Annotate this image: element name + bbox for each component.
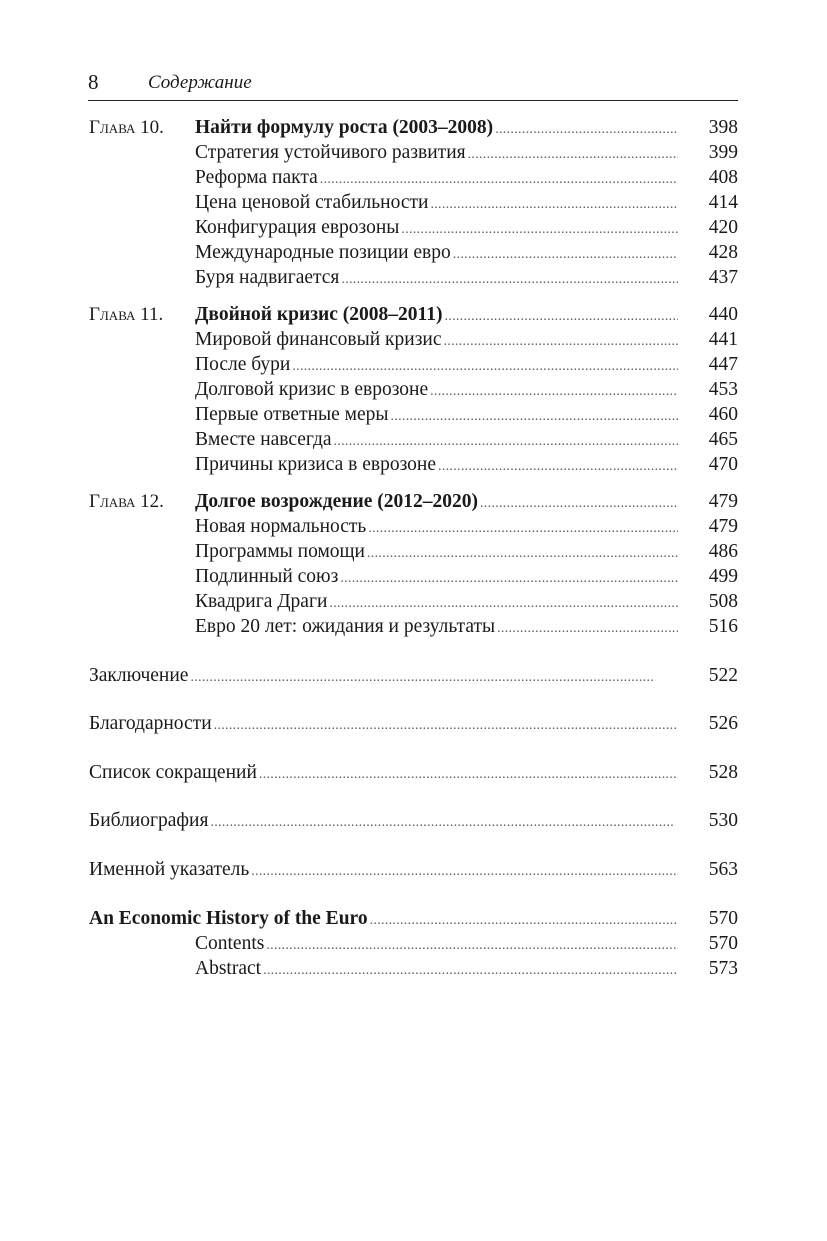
page-ref: 528 (708, 762, 738, 783)
leader-dots (341, 267, 678, 292)
leader-dots (444, 304, 678, 329)
page-ref: 570 (708, 933, 738, 954)
leader-dots (391, 404, 678, 429)
leader-dots (443, 329, 678, 354)
leader-dots (468, 142, 678, 167)
page-ref: 408 (708, 167, 738, 188)
section-title: Contents (195, 933, 265, 954)
page-ref: 428 (708, 242, 738, 263)
section-title: Abstract (195, 958, 262, 979)
page-ref: 530 (708, 810, 738, 831)
running-header (88, 68, 738, 101)
leader-dots (214, 713, 678, 738)
toc-section-row[interactable] (0, 564, 827, 589)
toc-section-row[interactable] (0, 402, 827, 427)
leader-dots (263, 958, 678, 983)
leader-dots (401, 217, 678, 242)
page-ref: 563 (708, 859, 738, 880)
leader-dots (370, 908, 678, 933)
page-ref: 573 (708, 958, 738, 979)
section-title: Буря надвигается (195, 267, 340, 288)
section-title: Подлинный союз (195, 566, 339, 587)
section-title: Мировой финансовый кризис (195, 329, 442, 350)
toc-section-row[interactable] (0, 215, 827, 240)
leader-dots (329, 591, 678, 616)
page-ref: 508 (708, 591, 738, 612)
page-ref: 486 (708, 541, 738, 562)
toc-chapter-row[interactable] (0, 489, 827, 514)
page-ref: 399 (708, 142, 738, 163)
backmatter-title: Заключение (89, 665, 189, 686)
page-number: 8 (88, 70, 99, 94)
leader-dots (430, 379, 678, 404)
toc-section-row[interactable] (0, 352, 827, 377)
toc-backmatter-row[interactable] (0, 760, 827, 785)
english-title: An Economic History of the Euro (89, 908, 368, 929)
toc-section-row[interactable] (0, 327, 827, 352)
leader-dots (292, 354, 678, 379)
page-ref: 522 (708, 665, 738, 686)
page-ref: 447 (708, 354, 738, 375)
toc-backmatter-row[interactable] (0, 857, 827, 882)
page-ref: 465 (708, 429, 738, 450)
section-title: Евро 20 лет: ожидания и результаты (195, 616, 496, 637)
section-title: Цена ценовой стабильности (195, 192, 429, 213)
section-title: Международные позиции евро (195, 242, 451, 263)
leader-dots (334, 429, 678, 454)
toc-section-row[interactable] (0, 452, 827, 477)
leader-dots (367, 541, 678, 566)
page-ref: 440 (708, 304, 738, 325)
leader-dots (251, 859, 678, 884)
leader-dots (259, 762, 678, 787)
toc-section-row[interactable] (0, 514, 827, 539)
page-ref: 460 (708, 404, 738, 425)
section-title: Квадрига Драги (195, 591, 328, 612)
page-ref: 420 (708, 217, 738, 238)
toc-backmatter-row[interactable] (0, 808, 827, 833)
toc-chapter-row[interactable] (0, 302, 827, 327)
page-ref: 570 (708, 908, 738, 929)
section-title: Реформа пакта (195, 167, 318, 188)
section-title: Новая нормальность (195, 516, 367, 537)
toc-section-row[interactable] (0, 614, 827, 639)
leader-dots (340, 566, 678, 591)
page-ref: 453 (708, 379, 738, 400)
toc-section-row[interactable] (0, 956, 827, 981)
backmatter-title: Список сокращений (89, 762, 257, 783)
section-title: Вместе навсегда (195, 429, 332, 450)
chapter-title: Долгое возрождение (2012–2020) (195, 491, 478, 512)
page-ref: 499 (708, 566, 738, 587)
toc-section-row[interactable] (0, 589, 827, 614)
backmatter-title: Библиография (89, 810, 209, 831)
section-title: После бури (195, 354, 291, 375)
toc-section-row[interactable] (0, 240, 827, 265)
section-title: Программы помощи (195, 541, 365, 562)
page-ref: 437 (708, 267, 738, 288)
leader-dots (495, 117, 678, 142)
leader-dots (266, 933, 678, 958)
running-title: Содержание (148, 72, 252, 93)
leader-dots (497, 616, 678, 641)
section-title: Причины кризиса в еврозоне (195, 454, 437, 475)
chapter-label: Глава 11. (89, 304, 164, 325)
page-ref: 479 (708, 491, 738, 512)
toc-section-row[interactable] (0, 190, 827, 215)
page-ref: 526 (708, 713, 738, 734)
toc-section-row[interactable] (0, 931, 827, 956)
chapter-label: Глава 12. (89, 491, 164, 512)
leader-dots (453, 242, 678, 267)
page-ref: 470 (708, 454, 738, 475)
leader-dots (210, 810, 678, 835)
leader-dots (320, 167, 678, 192)
leader-dots (190, 665, 678, 690)
section-title: Первые ответные меры (195, 404, 389, 425)
toc-section-row[interactable] (0, 539, 827, 564)
chapter-label: Глава 10. (89, 117, 164, 138)
toc-section-row[interactable] (0, 427, 827, 452)
toc-section-row[interactable] (0, 265, 827, 290)
page-ref: 516 (708, 616, 738, 637)
toc-backmatter-row[interactable] (0, 663, 827, 688)
section-title: Конфигурация еврозоны (195, 217, 400, 238)
toc-english-row[interactable] (0, 906, 827, 931)
page-ref: 441 (708, 329, 738, 350)
leader-dots (480, 491, 678, 516)
toc-chapter-row[interactable] (0, 115, 827, 140)
chapter-title: Двойной кризис (2008–2011) (195, 304, 443, 325)
leader-dots (368, 516, 678, 541)
section-title: Стратегия устойчивого развития (195, 142, 466, 163)
toc-section-row[interactable] (0, 165, 827, 190)
leader-dots (438, 454, 678, 479)
backmatter-title: Благодарности (89, 713, 212, 734)
toc-section-row[interactable] (0, 140, 827, 165)
leader-dots (430, 192, 678, 217)
backmatter-title: Именной указатель (89, 859, 250, 880)
page-ref: 398 (708, 117, 738, 138)
page-ref: 479 (708, 516, 738, 537)
page-ref: 414 (708, 192, 738, 213)
toc-backmatter-row[interactable] (0, 711, 827, 736)
chapter-title: Найти формулу роста (2003–2008) (195, 117, 494, 138)
section-title: Долговой кризис в еврозоне (195, 379, 429, 400)
toc-section-row[interactable] (0, 377, 827, 402)
